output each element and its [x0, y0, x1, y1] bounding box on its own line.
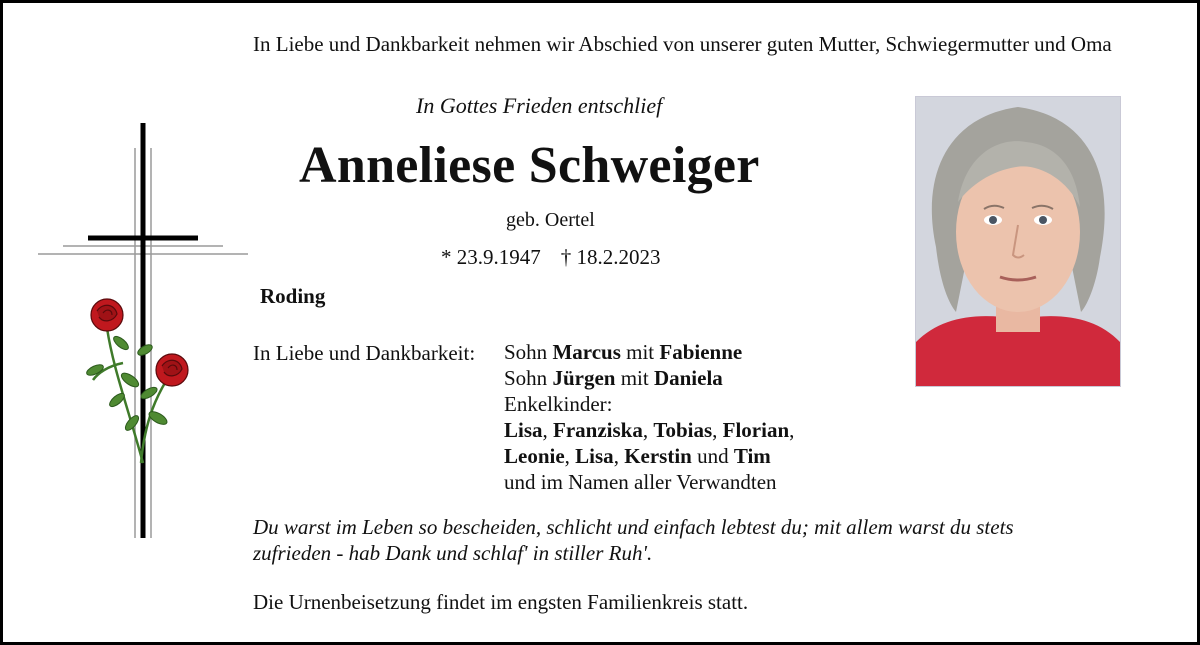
cross-with-roses-image: [33, 118, 253, 543]
mourner-text: mit: [615, 366, 654, 390]
mourner-text: ,: [542, 418, 554, 442]
life-dates: [441, 245, 661, 270]
mourner-name: Leonie: [504, 444, 565, 468]
place-name: Roding: [260, 284, 326, 308]
mourner-name: Franziska: [553, 418, 643, 442]
mourner-text: mit: [620, 340, 660, 364]
mourner-text: ,: [712, 418, 723, 442]
mourner-line: [504, 391, 794, 417]
death-prefix: In Gottes Frieden entschlief: [416, 93, 663, 118]
mourner-name: Jürgen: [552, 366, 616, 390]
mourner-text: ,: [613, 444, 625, 468]
poem-line: zufrieden - hab Dank und schlaf' in stiller Ruh'.: [253, 541, 653, 565]
mourner-text: Sohn: [504, 366, 553, 390]
mourner-name: Lisa: [575, 444, 614, 468]
poem-line: Du warst im Leben so bescheiden, schlicht und einfach lebtest du; mit allem warst du stets: [253, 515, 1014, 539]
mourner-name: Kerstin: [624, 444, 692, 468]
mourners-label: In Liebe und Dankbarkeit:: [253, 341, 476, 365]
deceased-name: Anneliese Schweiger: [299, 137, 760, 194]
mourner-line: [504, 417, 794, 443]
mourner-line: [504, 339, 794, 365]
mourners-list: [504, 339, 794, 495]
death-date: † 18.2.2023: [560, 245, 661, 269]
mourner-text: Sohn: [504, 340, 553, 364]
birth-date: * 23.9.1947: [441, 245, 541, 269]
mourner-name: Daniela: [653, 366, 723, 390]
mourner-line: [504, 469, 794, 495]
portrait-photo: [915, 96, 1121, 387]
mourner-name: Lisa: [504, 418, 543, 442]
mourner-name: Marcus: [552, 340, 621, 364]
mourner-name: Fabienne: [659, 340, 743, 364]
poem: [253, 514, 1014, 566]
mourner-text: und: [691, 444, 734, 468]
mourner-text: und im Namen aller Verwandten: [504, 470, 777, 494]
mourner-line: [504, 443, 794, 469]
mourner-name: Tim: [733, 444, 771, 468]
mourner-name: Florian: [722, 418, 790, 442]
mourner-text: Enkelkinder:: [504, 392, 613, 416]
mourner-text: ,: [789, 418, 795, 442]
mourner-text: ,: [564, 444, 576, 468]
intro-text: In Liebe und Dankbarkeit nehmen wir Abschied von unserer guten Mutter, Schwiegermutter und Oma: [253, 32, 1112, 56]
mourner-line: [504, 365, 794, 391]
burial-notice: Die Urnenbeisetzung findet im engsten Familienkreis statt.: [253, 590, 749, 614]
mourner-name: Tobias: [653, 418, 713, 442]
mourner-text: ,: [642, 418, 654, 442]
maiden-name: geb. Oertel: [506, 209, 595, 231]
